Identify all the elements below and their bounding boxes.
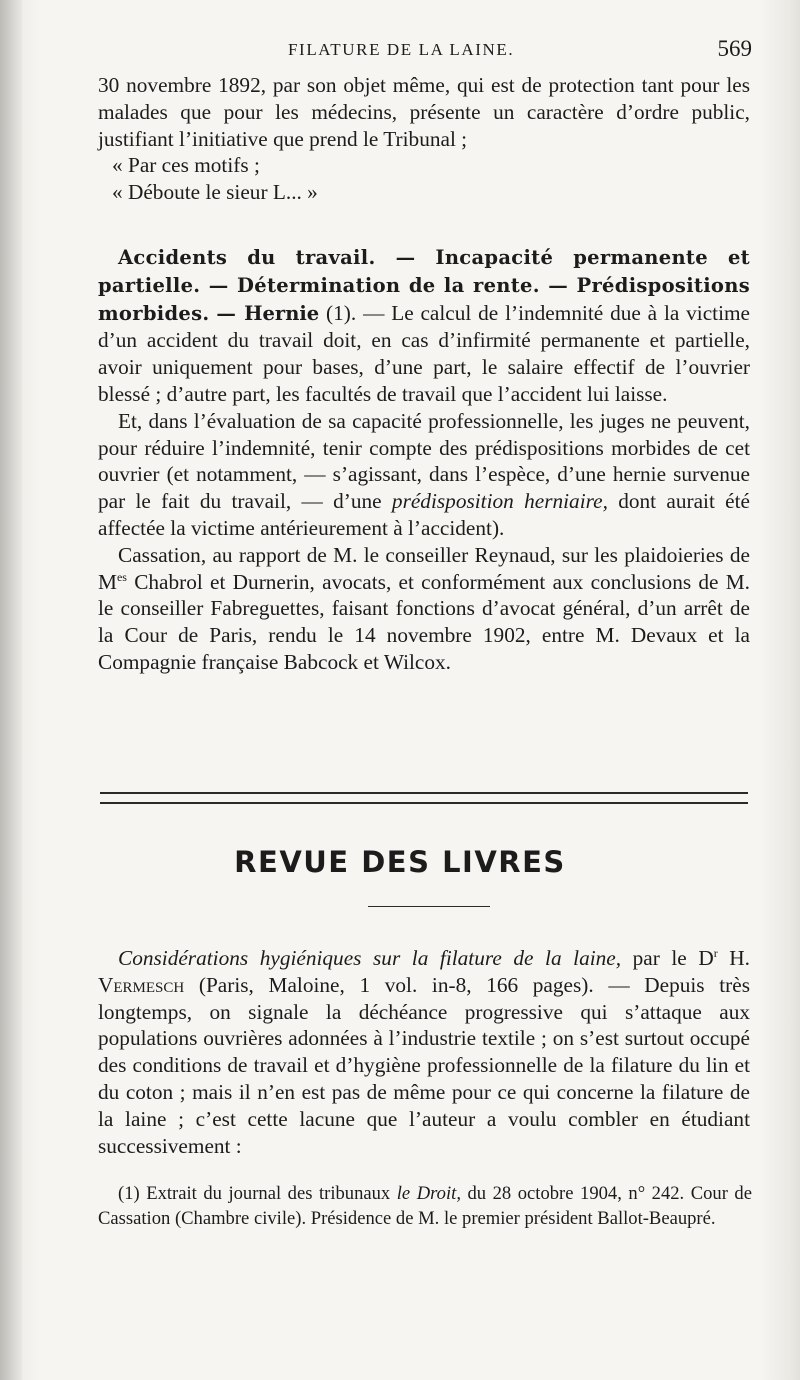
running-title: FILATURE DE LA LAINE.: [288, 40, 515, 59]
article-paragraph-3-sup: es: [116, 569, 127, 584]
footnote-journal: le Droit,: [396, 1183, 461, 1204]
article-paragraph-3-b: Chabrol et Durnerin, avocats, et conformément aux conclusions de M. le conseiller Fabreguettes, faisant fonctions d’avocat général, d’un arrêt de la Cour de Paris, rendu le 14 novembre 1902, entre M. Devaux et la Compagnie française Babcock et Wilcox.: [98, 569, 750, 674]
footnote-a: (1) Extrait du journal des tribunaux: [118, 1183, 391, 1204]
article-paragraph-1: [98, 244, 750, 408]
double-rule-divider: [100, 792, 748, 804]
article-paragraph-2-b: dont aurait été affectée la victime antérieurement à l’accident).: [98, 489, 750, 540]
footnote-b: du 28 octobre 1904, n° 242. Cour de Cassation (Chambre civile). Présidence de M. le premier président Ballot-Beaupré.: [98, 1183, 752, 1229]
section-title: REVUE DES LIVRES: [234, 845, 566, 879]
review-paragraph: [98, 945, 750, 1159]
book-title: Considérations hygiéniques sur la filature de la laine,: [118, 946, 622, 970]
review-body: [98, 945, 750, 1159]
footnote-reference: (1).: [326, 300, 357, 325]
article-body: [98, 244, 750, 676]
footnote-paragraph: [98, 1182, 752, 1231]
article-paragraph-2: [98, 408, 750, 542]
page-gutter-shadow: [0, 0, 22, 1380]
review-text: (Paris, Maloine, 1 vol. in-8, 166 pages). — Depuis très longtemps, on signale la déchéance progressive qui s’attaque aux populations ouvrières adonnées à l’industrie textile ; on s’est surtout occupé des conditions de travail et d’hygiène professionnelle de la filature du lin et du coton ; mais il n’en est pas de même pour ce qui concerne la filature de la laine ; c’est cette lacune que l’auteur a voulu combler en étudiant successivement :: [98, 972, 750, 1158]
review-by: par le: [632, 946, 687, 970]
article-paragraph-3-a: Cassation, au rapport de M. le conseiller Reynaud, sur les plaidoieries de M: [98, 542, 750, 594]
running-header: [100, 38, 752, 68]
footnote: [98, 1182, 752, 1231]
deboute-line: « Déboute le sieur L... »: [112, 180, 318, 205]
article-paragraph-1-text: — Le calcul de l’indemnité due à la victime d’un accident du travail doit, en cas d’infirmité permanente et partielle, avoir uniquement pour bases, d’une part, le salaire effectif de l’ouvrier blessé ; d’autre part, les facultés de travail que l’accident lui laisse.: [98, 300, 751, 406]
continuation-paragraph: 30 novembre 1892, par son objet même, qui est de protection tant pour les malades que pour les médecins, présente un caractère d’ordre public, justifiant l’initiative que prend le Tribunal ;: [98, 73, 750, 151]
top-block: [98, 72, 750, 206]
page-number: 569: [717, 36, 752, 61]
author-initial: H.: [729, 946, 750, 970]
article-paragraph-3: [98, 542, 750, 676]
short-rule-divider: [368, 906, 490, 907]
author-name: Vermesch: [98, 972, 185, 997]
article-paragraph-2-italic: prédisposition herniaire,: [391, 489, 608, 514]
article-heading: Accidents du travail. — Incapacité permanente et partielle. — Détermination de la rente. — Prédispositions morbides.: [98, 246, 750, 325]
author-prefix: D: [698, 946, 714, 970]
motifs-line: « Par ces motifs ;: [112, 153, 260, 178]
article-heading-hernie: — Hernie: [216, 301, 320, 325]
article-paragraph-2-a: Et, dans l’évaluation de sa capacité professionnelle, les juges ne peuvent, pour réduire l’indemnité, tenir compte des prédispositions morbides de cet ouvrier (et notamment, — s’agissant, dans l’espèce, d’une hernie survenue par le fait du travail, — d’une: [98, 408, 750, 514]
author-prefix-sup: r: [713, 945, 718, 960]
